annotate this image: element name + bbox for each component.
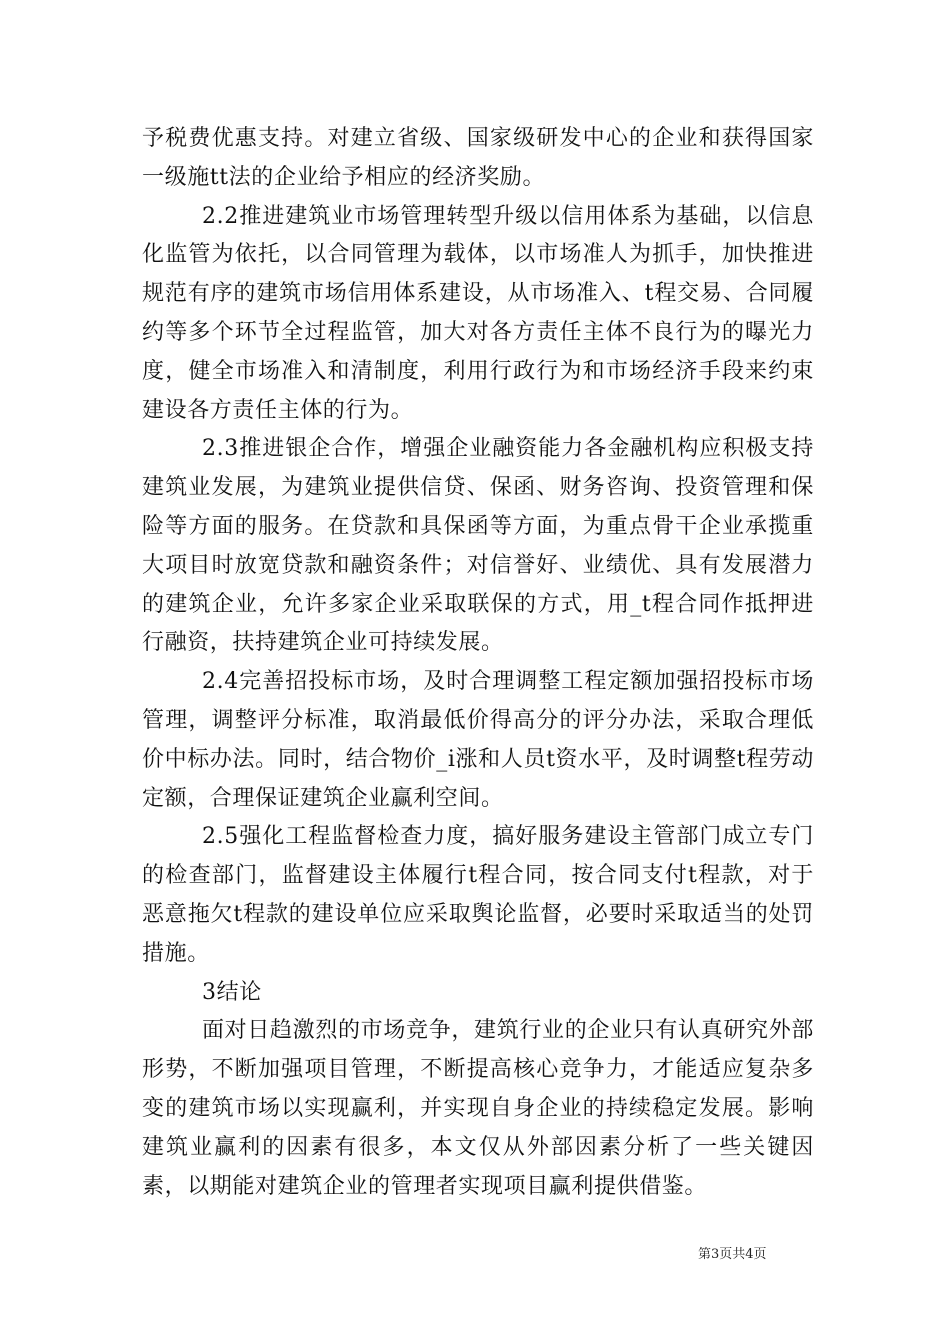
paragraph-continuation: 予税费优惠支持。对建立省级、国家级研发中心的企业和获得国家一级施tt法的企业给予相应的经济奖励。 [142, 126, 814, 190]
paragraph-section-2-3: 2.3推进银企合作，增强企业融资能力各金融机构应积极支持建筑业发展，为建筑业提供信贷、保函、财务咨询、投资管理和保险等方面的服务。在贷款和具保函等方面，为重点骨干企业承揽重大项目时放宽贷款和融资条件；对信誉好、业绩优、具有发展潜力的建筑企业，允许多家企业采取联保的方式，用_t程合同作抵押进行融资，扶持建筑企业可持续发展。 [142, 436, 814, 656]
paragraph-section-2-2: 2.2推进建筑业市场管理转型升级以信用体系为基础，以信息化监管为依托，以合同管理为载体，以市场准人为抓手，加快推进规范有序的建筑市场信用体系建设，从市场准入、t程交易、合同履约等多个环节全过程监管，加大对各方责任主体不良行为的曝光力度，健全市场准入和清制度，利用行政行为和市场经济手段来约束建设各方责任主体的行为。 [142, 203, 814, 423]
section-heading-conclusion: 3结论 [202, 979, 262, 1005]
page-number-footer: 第3页共4页 [698, 1247, 767, 1262]
paragraph-conclusion: 面对日趋激烈的市场竞争，建筑行业的企业只有认真研究外部形势，不断加强项目管理，不断提高核心竞争力，才能适应复杂多变的建筑市场以实现赢利，并实现自身企业的持续稳定发展。影响建筑业赢利的因素有很多，本文仅从外部因素分析了一些关键因素，以期能对建筑企业的管理者实现项目赢利提供借鉴。 [142, 1018, 814, 1199]
paragraph-section-2-4: 2.4完善招投标市场，及时合理调整工程定额加强招投标市场管理，调整评分标准，取消最低价得高分的评分办法，采取合理低价中标办法。同时，结合物价_i涨和人员t资水平，及时调整t程劳动定额，合理保证建筑企业赢利空间。 [142, 669, 814, 811]
paragraph-section-2-5: 2.5强化工程监督检查力度，搞好服务建设主管部门成立专门的检查部门，监督建设主体履行t程合同，按合同支付t程款，对于恶意拖欠t程款的建设单位应采取舆论监督，必要时采取适当的处罚措施。 [142, 824, 814, 966]
document-body [142, 120, 814, 1206]
